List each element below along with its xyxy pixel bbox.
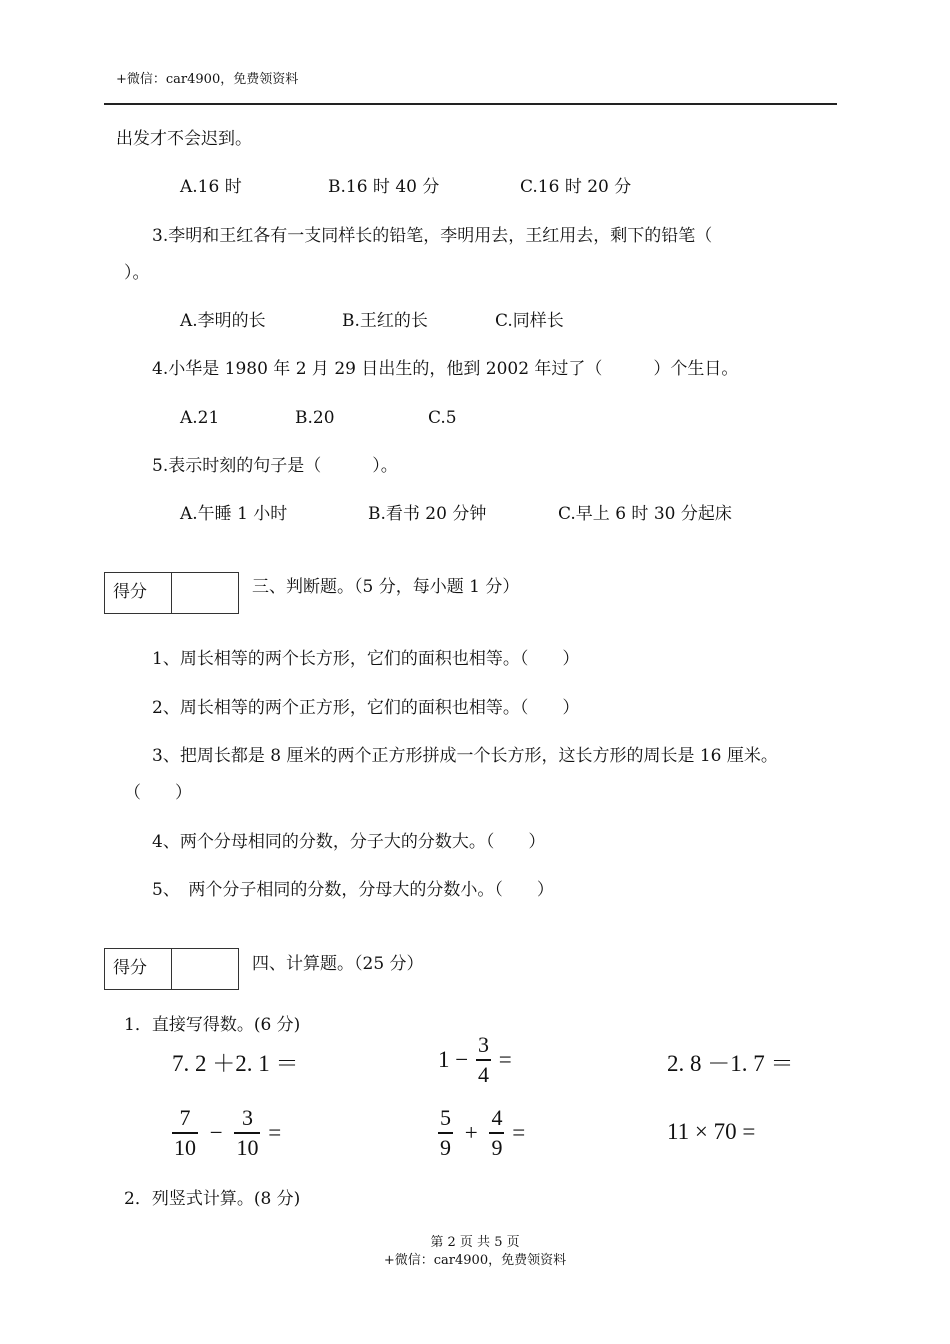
numerator: 3 — [241, 1105, 253, 1130]
denominator: 9 — [491, 1134, 503, 1160]
numerator: 4 — [491, 1105, 503, 1130]
fraction — [438, 1106, 453, 1160]
denominator: 10 — [236, 1134, 259, 1160]
q3-text: 3.李明和王红各有一支同样长的铅笔，李明用去，王红用去，剩下的铅笔（ — [152, 226, 713, 246]
q5-option-b: B.看书 20 分钟 — [368, 504, 487, 524]
q3-text-cont: ）。 — [124, 263, 150, 283]
q3-option-a: A.李明的长 — [180, 311, 266, 331]
q5-option-a: A.午睡 1 小时 — [180, 504, 288, 524]
operator: − — [209, 1119, 223, 1145]
expr-2-tail: = — [498, 1046, 512, 1072]
expr-1: 7. 2 ＋2. 1 ＝ — [172, 1051, 299, 1076]
fraction-bar — [172, 1132, 198, 1134]
expr-4-tail: = — [268, 1119, 282, 1145]
sec3-title: 三、判断题。（5 分，每小题 1 分） — [252, 577, 520, 597]
score-box-sec4 — [104, 948, 239, 990]
header-watermark: +微信：car4900，免费领资料 — [116, 72, 299, 87]
score-label: 得分 — [113, 582, 147, 602]
fraction — [489, 1106, 504, 1160]
expr-5-tail: = — [512, 1119, 526, 1145]
expr-2-lead: 1 − — [438, 1046, 469, 1072]
judge-item-4: 4、两个分母相同的分数，分子大的分数大。（ ） — [152, 832, 546, 852]
judge-item-2: 2、周长相等的两个正方形，它们的面积也相等。（ ） — [152, 698, 580, 718]
q5-option-c: C.早上 6 时 30 分起床 — [558, 504, 732, 524]
fraction — [172, 1106, 198, 1160]
footer-watermark: +微信：car4900，免费领资料 — [383, 1253, 567, 1268]
q4-text: 4.小华是 1980 年 2 月 29 日出生的，他到 2002 年过了（ ）个生日。 — [152, 359, 739, 379]
q2-option-c: C.16 时 20 分 — [520, 177, 632, 197]
calc-sub1: 1．直接写得数。(6 分) — [124, 1015, 301, 1035]
q4-option-b: B.20 — [295, 408, 335, 428]
judge-item-3: 3、把周长都是 8 厘米的两个正方形拼成一个长方形，这长方形的周长是 16 厘米。 — [152, 746, 778, 766]
denominator: 9 — [440, 1134, 451, 1160]
expr-4 — [170, 1106, 281, 1160]
continuation-text: 出发才不会迟到。 — [116, 129, 252, 149]
judge-item-5: 5、 两个分子相同的分数，分母大的分数小。（ ） — [152, 880, 554, 900]
sec4-title: 四、计算题。（25 分） — [252, 954, 424, 974]
fraction — [476, 1033, 491, 1087]
expr-2 — [438, 1033, 512, 1087]
score-box-sec3 — [104, 572, 239, 614]
score-label: 得分 — [113, 958, 147, 978]
judge-item-3-cont: （ ） — [124, 783, 192, 803]
q5-text: 5.表示时刻的句子是（ ）。 — [152, 456, 398, 476]
q2-option-a: A.16 时 — [180, 177, 242, 197]
expr-5 — [436, 1106, 525, 1160]
fraction-bar — [438, 1132, 453, 1134]
fraction-bar — [489, 1132, 504, 1134]
q2-option-b: B.16 时 40 分 — [328, 177, 440, 197]
fraction-bar — [234, 1132, 260, 1134]
numerator: 7 — [179, 1105, 191, 1130]
page-number: 第 2 页 共 5 页 — [430, 1235, 520, 1250]
q3-option-c: C.同样长 — [495, 311, 564, 331]
numerator: 5 — [440, 1105, 451, 1130]
operator: + — [464, 1119, 478, 1145]
fraction — [234, 1106, 260, 1160]
expr-6: 11 × 70 = — [667, 1119, 756, 1144]
expr-3: 2. 8 －1. 7 ＝ — [667, 1051, 794, 1076]
judge-item-1: 1、周长相等的两个长方形，它们的面积也相等。（ ） — [152, 649, 580, 669]
fraction-bar — [476, 1059, 491, 1061]
q3-option-b: B.王红的长 — [342, 311, 428, 331]
numerator: 3 — [477, 1032, 489, 1057]
denominator: 10 — [174, 1134, 196, 1160]
header-rule — [104, 103, 837, 105]
q4-option-c: C.5 — [428, 408, 457, 428]
q4-option-a: A.21 — [180, 408, 220, 428]
calc-sub2: 2．列竖式计算。(8 分) — [124, 1189, 301, 1209]
denominator: 4 — [477, 1061, 489, 1087]
